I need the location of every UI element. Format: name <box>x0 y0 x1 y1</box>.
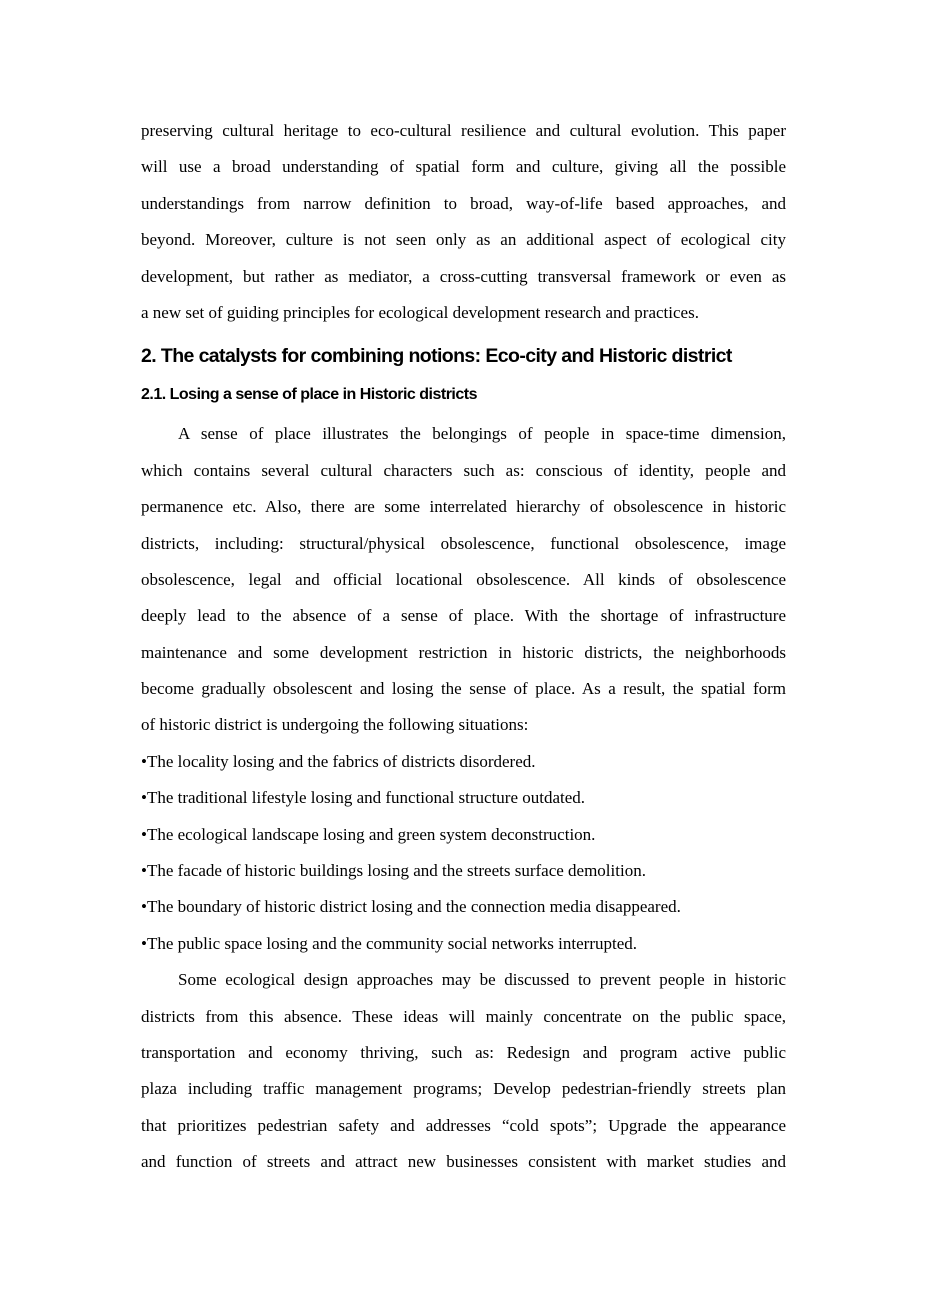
text-line: and function of streets and attract new businesses consistent with market studies and <box>141 1152 786 1172</box>
paragraph-design-approaches <box>141 962 786 1180</box>
bullet-item: •The public space losing and the community social networks interrupted. <box>141 933 637 953</box>
text-line: a new set of guiding principles for ecological development research and practices. <box>141 302 699 322</box>
text-line: will use a broad understanding of spatial form and culture, giving all the possible <box>141 157 786 177</box>
text-line: plaza including traffic management programs; Develop pedestrian-friendly streets plan <box>141 1079 786 1099</box>
text-line: beyond. Moreover, culture is not seen only as an additional aspect of ecological city <box>141 230 786 250</box>
bullet-item: •The locality losing and the fabrics of districts disordered. <box>141 751 536 771</box>
bullet-item: •The boundary of historic district losing and the connection media disappeared. <box>141 897 681 917</box>
bullet-item: •The ecological landscape losing and green system deconstruction. <box>141 824 596 844</box>
text-line: preserving cultural heritage to eco-cultural resilience and cultural evolution. This paper <box>141 121 786 140</box>
text-line: of historic district is undergoing the following situations: <box>141 715 529 735</box>
text-line: A sense of place illustrates the belongings of people in space-time dimension, <box>178 424 786 444</box>
bullet-item: •The facade of historic buildings losing and the streets surface demolition. <box>141 861 646 881</box>
text-line: transportation and economy thriving, such as: Redesign and program active public <box>141 1042 786 1062</box>
document-page <box>141 113 786 1181</box>
section-heading: 2. The catalysts for combining notions: Eco-city and Historic district <box>141 345 732 368</box>
text-line: development, but rather as mediator, a cross-cutting transversal framework or even as <box>141 266 786 286</box>
text-line: obsolescence, legal and official locational obsolescence. All kinds of obsolescence <box>141 569 786 589</box>
text-line: districts, including: structural/physical obsolescence, functional obsolescence, image <box>141 533 786 553</box>
paragraph-intro <box>141 113 786 331</box>
text-line: which contains several cultural characters such as: conscious of identity, people and <box>141 460 786 480</box>
bullet-list <box>141 744 786 962</box>
text-line: Some ecological design approaches may be discussed to prevent people in historic <box>178 970 786 990</box>
text-line: districts from this absence. These ideas will mainly concentrate on the public space, <box>141 1006 786 1026</box>
text-line: become gradually obsolescent and losing the sense of place. As a result, the spatial form <box>141 679 786 699</box>
text-line: maintenance and some development restriction in historic districts, the neighborhoods <box>141 642 786 662</box>
text-line: understandings from narrow definition to broad, way-of-life based approaches, and <box>141 193 786 213</box>
text-line: that prioritizes pedestrian safety and addresses “cold spots”; Upgrade the appearance <box>141 1115 786 1135</box>
bullet-item: •The traditional lifestyle losing and functional structure outdated. <box>141 788 586 808</box>
text-line: deeply lead to the absence of a sense of place. With the shortage of infrastructure <box>141 606 786 626</box>
text-line: permanence etc. Also, there are some interrelated hierarchy of obsolescence in historic <box>141 497 786 517</box>
paragraph-sense-of-place <box>141 416 786 744</box>
subsection-heading: 2.1. Losing a sense of place in Historic districts <box>141 386 477 404</box>
